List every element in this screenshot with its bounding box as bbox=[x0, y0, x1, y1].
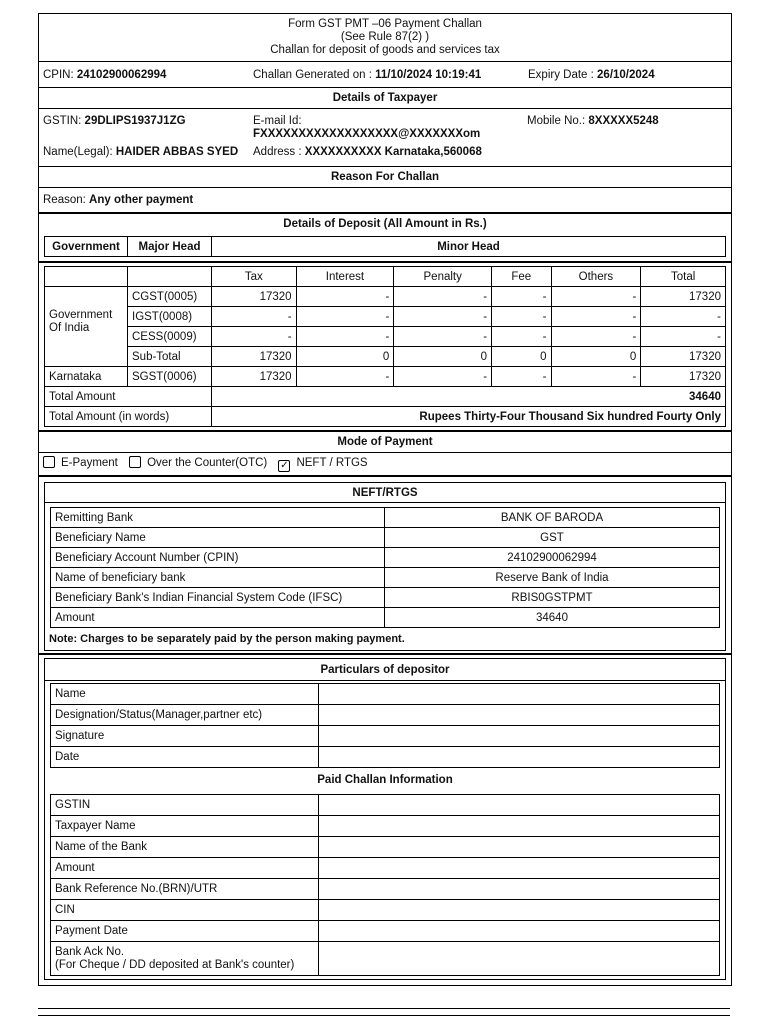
address-value: XXXXXXXXXX Karnataka,560068 bbox=[304, 146, 482, 158]
table-row: Karnataka SGST(0006) 17320 - - - - 17320 bbox=[45, 367, 726, 387]
government-of-india: Government Of India bbox=[45, 287, 128, 367]
reason-value: Any other payment bbox=[89, 194, 194, 206]
taxpayer-details bbox=[39, 109, 731, 167]
form-header bbox=[39, 14, 731, 62]
depositor-date-field[interactable] bbox=[319, 747, 720, 768]
deposit-table bbox=[44, 266, 726, 427]
depositor-section-title: Particulars of depositor bbox=[45, 659, 725, 681]
challan-meta-row bbox=[39, 62, 731, 88]
table-row: Name of the Bank bbox=[51, 837, 720, 858]
table-row: GSTIN bbox=[51, 795, 720, 816]
reason-row: Reason: Any other payment bbox=[39, 188, 731, 214]
total-words-value: Rupees Thirty-Four Thousand Six hundred Fourty Only bbox=[212, 407, 726, 427]
paid-challan-table bbox=[50, 794, 720, 976]
generated-value: 11/10/2024 10:19:41 bbox=[375, 68, 482, 81]
table-row: Signature bbox=[51, 726, 720, 747]
table-row: Name of beneficiary bank Reserve Bank of India bbox=[51, 568, 720, 588]
depositor-name-field[interactable] bbox=[319, 684, 720, 705]
address: Address : XXXXXXXXXX Karnataka,560068 bbox=[253, 146, 482, 158]
check-mark-icon: ✓ bbox=[280, 460, 289, 471]
subcol-fee: Fee bbox=[492, 267, 551, 287]
footer-rule bbox=[38, 1008, 730, 1016]
table-row: IGST(0008) - - - - - - bbox=[45, 307, 726, 327]
e-payment-checkbox[interactable]: E-Payment bbox=[43, 457, 118, 469]
challan-form bbox=[38, 13, 732, 986]
table-row: CIN bbox=[51, 900, 720, 921]
gstin: GSTIN: 29DLIPS1937J1ZG bbox=[43, 115, 186, 127]
deposit-head-table bbox=[44, 236, 726, 257]
table-row: Sub-Total 17320 0 0 0 0 17320 bbox=[45, 347, 726, 367]
col-government: Government bbox=[45, 237, 128, 257]
checkbox-icon bbox=[129, 456, 141, 468]
cpin: CPIN: 24102900062994 bbox=[43, 68, 167, 81]
reason-section-title: Reason For Challan bbox=[39, 167, 731, 188]
email: E-mail Id: FXXXXXXXXXXXXXXXXXX@XXXXXXXom bbox=[253, 115, 481, 140]
legal-name-value: HAIDER ABBAS SYED bbox=[115, 146, 239, 158]
charges-note: Note: Charges to be separately paid by the person making payment. bbox=[49, 633, 405, 645]
gstin-value: 29DLIPS1937J1ZG bbox=[84, 115, 186, 127]
generated-on: Challan Generated on : 11/10/2024 10:19:41 bbox=[253, 68, 482, 81]
table-row: Amount 34640 bbox=[51, 608, 720, 628]
cpin-value: 24102900062994 bbox=[76, 68, 167, 81]
depositor-signature-field[interactable] bbox=[319, 726, 720, 747]
table-row: Payment Date bbox=[51, 921, 720, 942]
mobile-value: 8XXXXX5248 bbox=[588, 115, 659, 127]
otc-checkbox[interactable]: Over the Counter(OTC) bbox=[129, 457, 267, 469]
neft-section-title: NEFT/RTGS bbox=[45, 483, 725, 503]
mobile: Mobile No.: 8XXXXX5248 bbox=[527, 115, 659, 127]
paid-challan-section-title: Paid Challan Information bbox=[317, 774, 453, 786]
payment-mode-options bbox=[39, 453, 731, 477]
mode-section-title: Mode of Payment bbox=[39, 432, 731, 453]
table-row: Date bbox=[51, 747, 720, 768]
expiry-date: Expiry Date : 26/10/2024 bbox=[528, 68, 655, 81]
table-row: Bank Ack No. (For Cheque / DD deposited at Bank's counter) bbox=[51, 942, 720, 976]
table-row: Designation/Status(Manager,partner etc) bbox=[51, 705, 720, 726]
deposit-section-title: Details of Deposit (All Amount in Rs.) bbox=[283, 218, 487, 230]
neft-table bbox=[50, 507, 720, 628]
form-rule: (See Rule 87(2) ) bbox=[340, 31, 430, 43]
expiry-value: 26/10/2024 bbox=[597, 68, 655, 81]
table-row: Beneficiary Bank's Indian Financial System Code (IFSC) RBIS0GSTPMT bbox=[51, 588, 720, 608]
state-name: Karnataka bbox=[45, 367, 128, 387]
col-minor-head: Minor Head bbox=[212, 237, 726, 257]
depositor-table bbox=[50, 683, 720, 768]
email-value: FXXXXXXXXXXXXXXXXXX@XXXXXXXom bbox=[253, 128, 481, 140]
neft-rtgs-checkbox[interactable]: ✓ NEFT / RTGS bbox=[280, 457, 368, 471]
table-row: Beneficiary Name GST bbox=[51, 528, 720, 548]
total-amount-row: Total Amount 34640 bbox=[45, 387, 726, 407]
table-row: Bank Reference No.(BRN)/UTR bbox=[51, 879, 720, 900]
total-amount-value: 34640 bbox=[212, 387, 726, 407]
depositor-box bbox=[44, 658, 726, 980]
table-row: Remitting Bank BANK OF BARODA bbox=[51, 508, 720, 528]
subcol-interest: Interest bbox=[296, 267, 394, 287]
depositor-designation-field[interactable] bbox=[319, 705, 720, 726]
subcol-tax: Tax bbox=[212, 267, 297, 287]
table-row: CESS(0009) - - - - - - bbox=[45, 327, 726, 347]
total-words-row: Total Amount (in words) Rupees Thirty-Four Thousand Six hundred Fourty Only bbox=[45, 407, 726, 427]
table-row: Taxpayer Name bbox=[51, 816, 720, 837]
neft-rtgs-box bbox=[44, 482, 726, 651]
col-major-head: Major Head bbox=[128, 237, 212, 257]
table-row: Name bbox=[51, 684, 720, 705]
subcol-others: Others bbox=[551, 267, 641, 287]
table-row: Amount bbox=[51, 858, 720, 879]
taxpayer-section-title: Details of Taxpayer bbox=[39, 88, 731, 109]
form-subtitle: Challan for deposit of goods and services tax bbox=[270, 44, 500, 56]
legal-name: Name(Legal): HAIDER ABBAS SYED bbox=[43, 146, 239, 158]
subcol-total: Total bbox=[641, 267, 726, 287]
form-title: Form GST PMT –06 Payment Challan bbox=[288, 18, 482, 30]
checkbox-icon bbox=[43, 456, 55, 468]
subcol-penalty: Penalty bbox=[394, 267, 492, 287]
table-row: Beneficiary Account Number (CPIN) 24102900062994 bbox=[51, 548, 720, 568]
table-row: Government Of India CGST(0005) 17320 - - - - 17320 bbox=[45, 287, 726, 307]
